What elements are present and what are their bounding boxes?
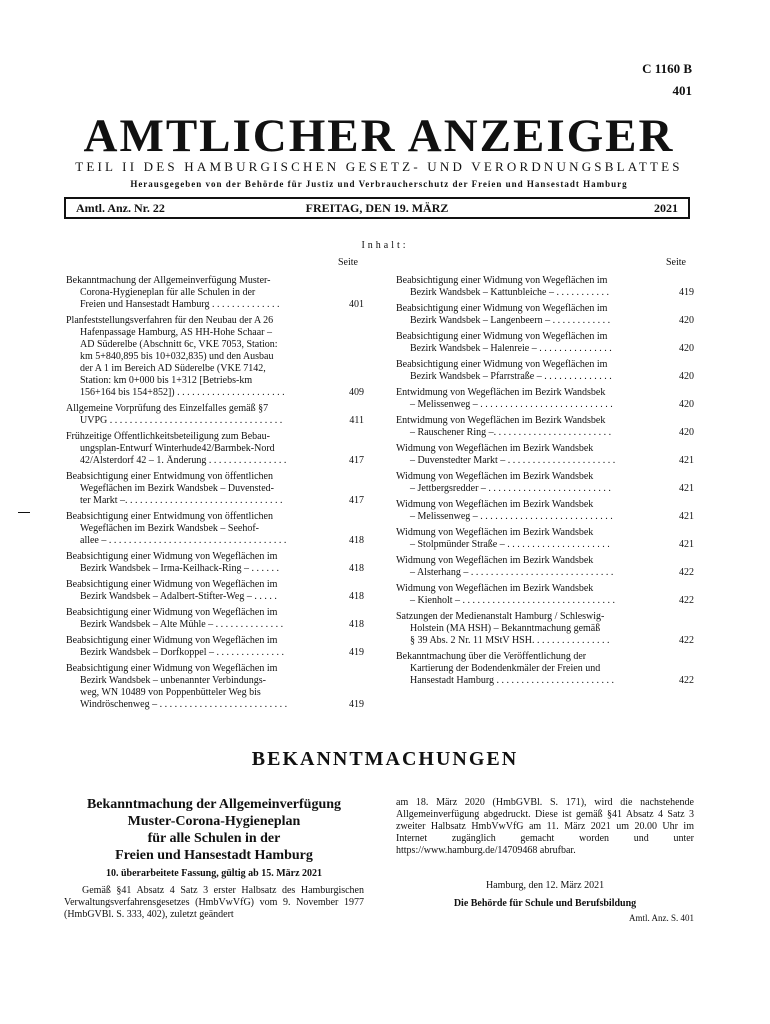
toc-entry-line: Widmung von Wegeflächen im Bezirk Wandsbek bbox=[396, 527, 594, 538]
toc-entry-line: Widmung von Wegeflächen im Bezirk Wandsbek bbox=[396, 499, 594, 510]
toc-entry-line: Kartierung der Bodendenkmäler der Freien und bbox=[410, 663, 601, 674]
toc-entry-line: Bezirk Wandsbek – Dorfkoppel – . . . . . . . . . . . . . . bbox=[80, 647, 284, 658]
toc-entry bbox=[396, 331, 694, 355]
toc-entry-text bbox=[66, 663, 330, 711]
toc-entry-line: Beabsichtigung einer Entwidmung von öffentlichen bbox=[66, 471, 273, 482]
toc-entry-line: Station: km 0+000 bis 1+312 [Betriebs-km bbox=[80, 375, 253, 386]
toc-entry-text bbox=[396, 527, 660, 551]
toc-entry-line: Beabsichtigung einer Widmung von Wegeflächen im bbox=[66, 635, 278, 646]
toc-entry-page: 417 bbox=[349, 495, 364, 506]
article-authority: Die Behörde für Schule und Berufsbildung bbox=[453, 898, 637, 909]
toc-entry-page: 420 bbox=[679, 315, 694, 326]
toc-entry-text bbox=[396, 387, 660, 411]
toc-entry-line: Widmung von Wegeflächen im Bezirk Wandsbek bbox=[396, 471, 594, 482]
toc-entry bbox=[66, 579, 364, 603]
toc-entry-line: Beabsichtigung einer Widmung von Wegeflächen im bbox=[66, 551, 278, 562]
toc-entry-page: 421 bbox=[679, 483, 694, 494]
toc-entry-line: Bezirk Wandsbek – unbenannter Verbindungs- bbox=[80, 675, 267, 686]
toc-entry-line: Bezirk Wandsbek – Langenbeern – . . . . . . . . . . . . bbox=[410, 315, 611, 326]
toc-entry bbox=[396, 471, 694, 495]
toc-entry-page: 419 bbox=[349, 647, 364, 658]
toc-entry-text bbox=[66, 579, 330, 603]
toc-entry bbox=[396, 275, 694, 299]
toc-entry bbox=[66, 275, 364, 311]
article-reference: Amtl. Anz. S. 401 bbox=[628, 913, 694, 923]
toc-entry-page: 420 bbox=[679, 371, 694, 382]
toc-entry-line: Hafenpassage Hamburg, AS HH-Hohe Schaar – bbox=[80, 327, 272, 338]
toc-entry-page: 422 bbox=[679, 595, 694, 606]
toc-entry bbox=[66, 431, 364, 467]
toc-entry-page: 418 bbox=[349, 619, 364, 630]
toc-entry bbox=[66, 511, 364, 547]
masthead-title: AMTLICHER ANZEIGER bbox=[83, 110, 675, 162]
toc-entry-line: Windröschenweg – . . . . . . . . . . . . . . . . . . . . . . . . . . bbox=[80, 699, 288, 710]
toc-entry bbox=[396, 359, 694, 383]
toc-entry-line: Bezirk Wandsbek – Pfarrstraße – . . . . . . . . . . . . . . bbox=[410, 371, 612, 382]
toc-entry bbox=[66, 663, 364, 711]
toc-entry-line: Corona-Hygieneplan für alle Schulen in der bbox=[80, 287, 256, 298]
toc-entry-text bbox=[396, 471, 660, 495]
toc-entry-line: Allgemeine Vorprüfung des Einzelfalles gemäß §7 bbox=[66, 403, 269, 414]
toc-entry-line: – Melissenweg – . . . . . . . . . . . . . . . . . . . . . . . . . . . bbox=[410, 511, 613, 522]
issue-bar bbox=[64, 197, 690, 219]
toc-entry-page: 409 bbox=[349, 387, 364, 398]
article-edition: 10. überarbeitete Fassung, gültig ab 15. März 2021 bbox=[105, 868, 323, 879]
toc-entry bbox=[396, 387, 694, 411]
toc-entry-page: 419 bbox=[349, 699, 364, 710]
toc-entry-text bbox=[396, 651, 660, 687]
toc-entry-line: Beabsichtigung einer Widmung von Wegeflächen im bbox=[66, 579, 278, 590]
toc-entry-line: Widmung von Wegeflächen im Bezirk Wandsbek bbox=[396, 555, 594, 566]
toc-heading: Inhalt: bbox=[361, 240, 409, 251]
toc-entry-line: UVPG . . . . . . . . . . . . . . . . . . . . . . . . . . . . . . . . . . . bbox=[80, 415, 283, 426]
toc-page-label-left: Seite bbox=[338, 257, 358, 268]
toc-entry-page: 411 bbox=[349, 415, 364, 426]
toc-entry-text bbox=[66, 551, 330, 575]
article-title bbox=[64, 796, 364, 864]
toc-entry-page: 417 bbox=[349, 455, 364, 466]
document-code bbox=[642, 58, 692, 102]
toc-entry-text bbox=[396, 611, 660, 647]
toc-entry-text bbox=[66, 607, 330, 631]
toc-entry-text bbox=[66, 275, 330, 311]
toc-entry bbox=[66, 551, 364, 575]
toc-entry-line: – Duvenstedter Markt – . . . . . . . . . . . . . . . . . . . . . . bbox=[410, 455, 616, 466]
toc-entry-page: 421 bbox=[679, 539, 694, 550]
toc-entry-page: 420 bbox=[679, 399, 694, 410]
toc-entry-line: Wegeflächen im Bezirk Wandsbek – Duvensted- bbox=[80, 483, 274, 494]
toc-entry bbox=[66, 471, 364, 507]
toc-entry-line: Bezirk Wandsbek – Irma-Keilhack-Ring – . . . . . . bbox=[80, 563, 279, 574]
toc-entry-line: Frühzeitige Öffentlichkeitsbeteiligung zum Bebau- bbox=[66, 431, 270, 442]
toc-entry-line: § 39 Abs. 2 Nr. 11 MStV HSH. . . . . . . . . . . . . . . . bbox=[410, 635, 610, 646]
toc-entry-line: – Alsterhang – . . . . . . . . . . . . . . . . . . . . . . . . . . . . . bbox=[410, 567, 614, 578]
toc-entry-text bbox=[66, 431, 330, 467]
toc-entry-text bbox=[396, 331, 660, 355]
toc-entry-line: Satzungen der Medienanstalt Hamburg / Schleswig- bbox=[396, 611, 605, 622]
margin-mark bbox=[18, 512, 30, 513]
toc-entry-text bbox=[396, 359, 660, 383]
article-text-left: Gemäß §41 Absatz 4 Satz 3 erster Halbsatz des Hamburgischen Verwaltungsverfahrensgesetzes (HmbVwVfG) vom 9. November 1977 (HmbGVBl. S. 333, 402), zuletzt geändert bbox=[64, 885, 364, 920]
toc-entry-line: Beabsichtigung einer Widmung von Wegeflächen im bbox=[396, 275, 608, 286]
toc-entry-line: Entwidmung von Wegeflächen im Bezirk Wandsbek bbox=[396, 387, 606, 398]
toc-left-column bbox=[66, 275, 364, 715]
toc-entry-text bbox=[396, 303, 660, 327]
toc-entry-line: Widmung von Wegeflächen im Bezirk Wandsbek bbox=[396, 583, 594, 594]
toc-entry-page: 420 bbox=[679, 343, 694, 354]
toc-entry-line: Hansestadt Hamburg . . . . . . . . . . . . . . . . . . . . . . . . bbox=[410, 675, 614, 686]
toc-entry-text bbox=[396, 275, 660, 299]
masthead-publisher: Herausgegeben von der Behörde für Justiz und Verbraucherschutz der Freien und Hansestadt Hamburg bbox=[130, 179, 628, 189]
toc-entry bbox=[396, 499, 694, 523]
article-title-line: Bekanntmachung der Allgemeinverfügung bbox=[86, 797, 342, 812]
toc-page-label-right: Seite bbox=[666, 257, 686, 268]
toc-entry bbox=[396, 443, 694, 467]
toc-entry-line: der A 1 im Bereich AD Süderelbe (VKE 7142, bbox=[80, 363, 266, 374]
toc-entry-line: – Kienholt – . . . . . . . . . . . . . . . . . . . . . . . . . . . . . . . bbox=[410, 595, 615, 606]
toc-entry-line: km 5+840,895 bis 10+032,835) und den Ausbau bbox=[80, 351, 274, 362]
toc-entry-line: Holstein (MA HSH) – Bekanntmachung gemäß bbox=[410, 623, 601, 634]
toc-entry-text bbox=[396, 583, 660, 607]
toc-entry-text bbox=[396, 499, 660, 523]
toc-entry-line: – Melissenweg – . . . . . . . . . . . . . . . . . . . . . . . . . . . bbox=[410, 399, 613, 410]
toc-entry-text bbox=[66, 511, 330, 547]
toc-entry bbox=[66, 403, 364, 427]
toc-entry-line: Planfeststellungsverfahren für den Neubau der A 26 bbox=[66, 315, 274, 326]
toc-entry-line: Beabsichtigung einer Widmung von Wegeflächen im bbox=[396, 331, 608, 342]
toc-entry-line: Bezirk Wandsbek – Alte Mühle – . . . . . . . . . . . . . . bbox=[80, 619, 284, 630]
toc-entry-page: 422 bbox=[679, 635, 694, 646]
toc-entry-page: 418 bbox=[349, 535, 364, 546]
toc-entry-page: 418 bbox=[349, 563, 364, 574]
toc-entry-line: 42/Alsterdorf 42 – 1. Änderung . . . . . . . . . . . . . . . . bbox=[80, 455, 287, 466]
toc-entry-line: – Rauschener Ring –. . . . . . . . . . . . . . . . . . . . . . . . bbox=[410, 427, 612, 438]
article-place-date: Hamburg, den 12. März 2021 bbox=[485, 880, 605, 891]
toc-entry-line: Bezirk Wandsbek – Adalbert-Stifter-Weg – . . . . . bbox=[80, 591, 277, 602]
toc-entry-page: 420 bbox=[679, 427, 694, 438]
toc-entry bbox=[396, 583, 694, 607]
toc-entry-line: – Stolpmünder Straße – . . . . . . . . . . . . . . . . . . . . . bbox=[410, 539, 610, 550]
toc-entry-line: – Jettbergsredder – . . . . . . . . . . . . . . . . . . . . . . . . . bbox=[410, 483, 611, 494]
toc-entry-line: Beabsichtigung einer Widmung von Wegeflächen im bbox=[66, 663, 278, 674]
toc-entry-text bbox=[396, 443, 660, 467]
article-text-right: am 18. März 2020 (HmbGVBl. S. 171), wird die nachstehende Allgemeinverfügung abgedruckt. Diese ist gemäß §41 Absatz 4 Satz 3 zweiter Halbsatz HmbVwVfG am 11. März 2021 um 20.00 Uhr im Internet zugänglich gemacht worden und unter https://www.hamburg.de/14709468 abrufbar. bbox=[396, 797, 694, 856]
toc-entry-line: Bezirk Wandsbek – Kattunbleiche – . . . . . . . . . . . bbox=[410, 287, 609, 298]
toc-entry bbox=[396, 651, 694, 687]
toc-entry bbox=[396, 303, 694, 327]
toc-entry-text bbox=[66, 471, 330, 507]
section-heading: BEKANNTMACHUNGEN bbox=[251, 748, 519, 770]
issue-date: FREITAG, DEN 19. MÄRZ bbox=[305, 201, 449, 215]
toc-entry bbox=[396, 555, 694, 579]
toc-entry-line: ter Markt –. . . . . . . . . . . . . . . . . . . . . . . . . . . . . . . . bbox=[80, 495, 283, 506]
toc-entry bbox=[66, 607, 364, 631]
article-title-line: für alle Schulen in der bbox=[147, 831, 281, 846]
article-title-line: Freien und Hansestadt Hamburg bbox=[115, 848, 313, 863]
issue-number: Amtl. Anz. Nr. 22 bbox=[76, 201, 165, 215]
toc-entry-line: Beabsichtigung einer Widmung von Wegeflächen im bbox=[396, 303, 608, 314]
issue-year: 2021 bbox=[654, 201, 678, 215]
page-number: 401 bbox=[672, 83, 692, 98]
article-title-line: Muster-Corona-Hygieneplan bbox=[127, 814, 301, 829]
toc-entry bbox=[66, 635, 364, 659]
toc-entry-line: Beabsichtigung einer Entwidmung von öffentlichen bbox=[66, 511, 273, 522]
toc-entry bbox=[66, 315, 364, 399]
toc-entry-line: Beabsichtigung einer Widmung von Wegeflächen im bbox=[66, 607, 278, 618]
toc-entry-line: Freien und Hansestadt Hamburg . . . . . . . . . . . . . . bbox=[80, 299, 280, 310]
masthead-subtitle: TEIL II DES HAMBURGISCHEN GESETZ- UND VERORDNUNGSBLATTES bbox=[75, 159, 683, 174]
toc-entry-page: 422 bbox=[679, 567, 694, 578]
toc-entry-text bbox=[66, 315, 330, 399]
toc-entry-line: Beabsichtigung einer Widmung von Wegeflächen im bbox=[396, 359, 608, 370]
toc-right-column bbox=[396, 275, 694, 691]
toc-entry-text bbox=[66, 403, 330, 427]
toc-entry-line: ungsplan-Entwurf Winterhude42/Barmbek-Nord bbox=[80, 443, 275, 454]
toc-entry-page: 418 bbox=[349, 591, 364, 602]
toc-entry-line: AD Süderelbe (Abschnitt 6c, VKE 7053, Station: bbox=[80, 339, 278, 350]
publication-code: C 1160 B bbox=[642, 61, 692, 76]
toc-entry-line: Bezirk Wandsbek – Halenreie – . . . . . . . . . . . . . . . bbox=[410, 343, 612, 354]
toc-entry-text bbox=[396, 415, 660, 439]
toc-entry-page: 421 bbox=[679, 511, 694, 522]
toc-entry-page: 422 bbox=[679, 675, 694, 686]
toc-entry-text bbox=[396, 555, 660, 579]
toc-entry-line: Wegeflächen im Bezirk Wandsbek – Seehof- bbox=[80, 523, 259, 534]
toc-entry-line: Bekanntmachung der Allgemeinverfügung Muster- bbox=[66, 275, 271, 286]
toc-entry-page: 401 bbox=[349, 299, 364, 310]
toc-entry-line: Entwidmung von Wegeflächen im Bezirk Wandsbek bbox=[396, 415, 606, 426]
toc-entry-line: weg, WN 10489 von Poppenbütteler Weg bis bbox=[80, 687, 261, 698]
toc-entry-line: 156+164 bis 154+852]) . . . . . . . . . . . . . . . . . . . . . . bbox=[80, 387, 285, 398]
toc-entry-line: Widmung von Wegeflächen im Bezirk Wandsbek bbox=[396, 443, 594, 454]
toc-entry-line: Bekanntmachung über die Veröffentlichung der bbox=[396, 651, 587, 662]
toc-entry-page: 419 bbox=[679, 287, 694, 298]
toc-entry bbox=[396, 611, 694, 647]
toc-entry bbox=[396, 415, 694, 439]
toc-entry-text bbox=[66, 635, 330, 659]
toc-entry bbox=[396, 527, 694, 551]
toc-entry-line: allee – . . . . . . . . . . . . . . . . . . . . . . . . . . . . . . . . . . . . bbox=[80, 535, 287, 546]
toc-entry-page: 421 bbox=[679, 455, 694, 466]
